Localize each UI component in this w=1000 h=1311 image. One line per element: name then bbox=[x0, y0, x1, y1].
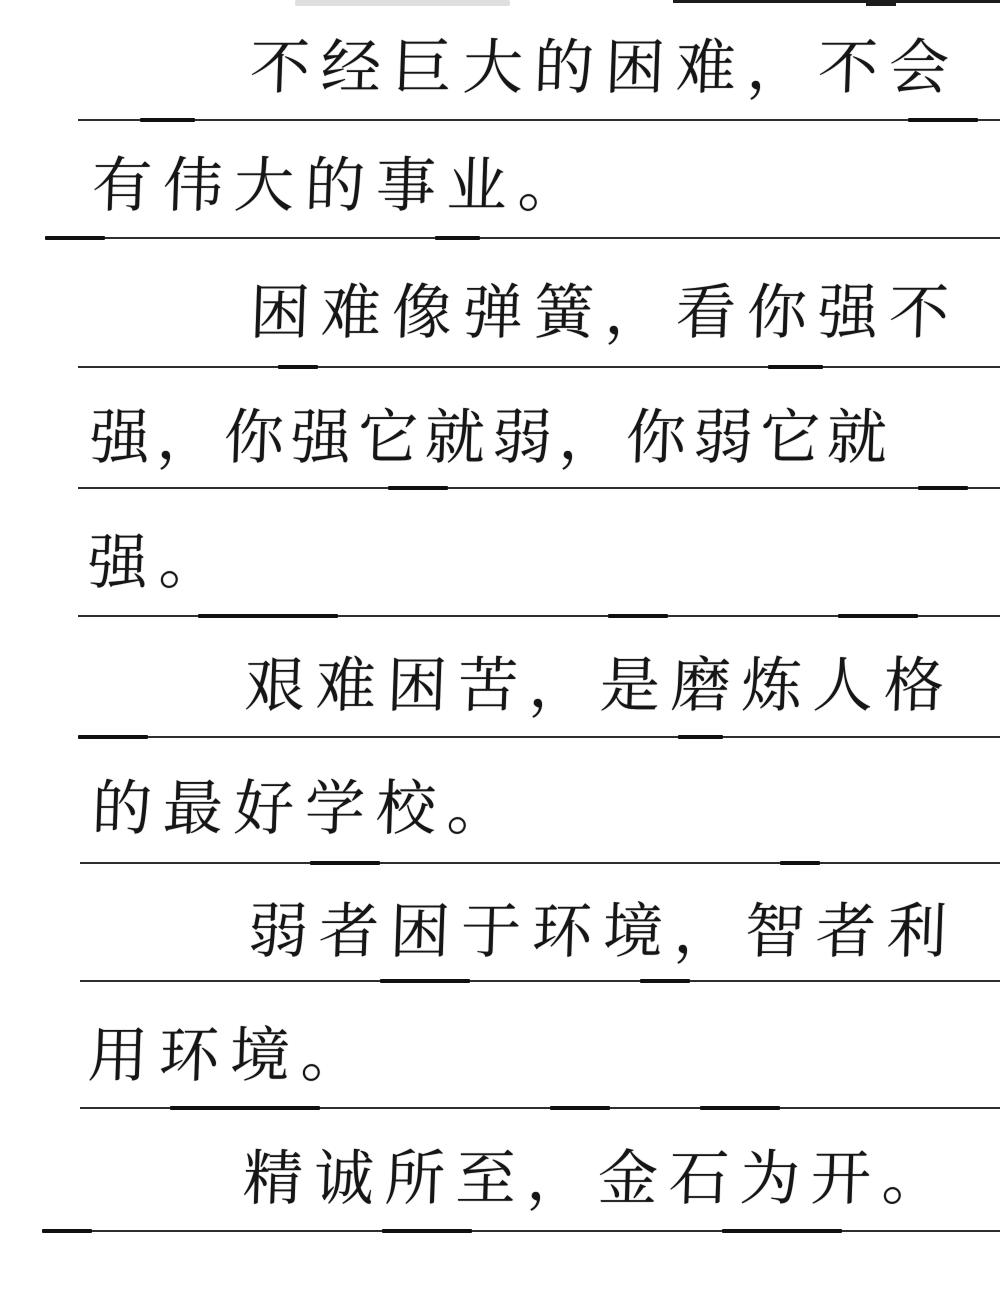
ruled-line bbox=[45, 237, 1000, 239]
ruled-line bbox=[78, 736, 1000, 738]
cutoff-ruled-line-dash bbox=[866, 1, 896, 6]
handwriting-line-8: 弱者困于环境，智者利 bbox=[246, 897, 960, 967]
handwriting-line-3: 困难像弹簧，看你强不 bbox=[248, 278, 962, 348]
ruled-line bbox=[80, 862, 1000, 864]
ruled-line bbox=[78, 119, 1000, 121]
handwriting-line-2: 有伟大的事业。 bbox=[90, 151, 591, 221]
scan-smudge bbox=[295, 0, 510, 6]
cutoff-ruled-line bbox=[673, 0, 1000, 3]
handwriting-line-6: 艰难困苦，是磨炼人格 bbox=[243, 651, 957, 721]
ruled-line bbox=[78, 615, 1000, 617]
ruled-line bbox=[78, 366, 1000, 368]
handwriting-line-10: 精诚所至，金石为开。 bbox=[241, 1144, 955, 1214]
ruled-line bbox=[42, 1230, 1000, 1232]
handwriting-line-9: 用环境。 bbox=[86, 1021, 374, 1091]
ruled-line bbox=[78, 487, 1000, 489]
ruled-line bbox=[80, 980, 1000, 982]
ruled-line bbox=[80, 1107, 1000, 1109]
handwriting-line-7: 的最好学校。 bbox=[90, 774, 520, 844]
handwriting-line-1: 不经巨大的困难，不会 bbox=[248, 33, 962, 103]
handwriting-line-5: 强。 bbox=[86, 528, 232, 598]
handwriting-line-4: 强，你强它就弱，你弱它就 bbox=[88, 403, 896, 473]
